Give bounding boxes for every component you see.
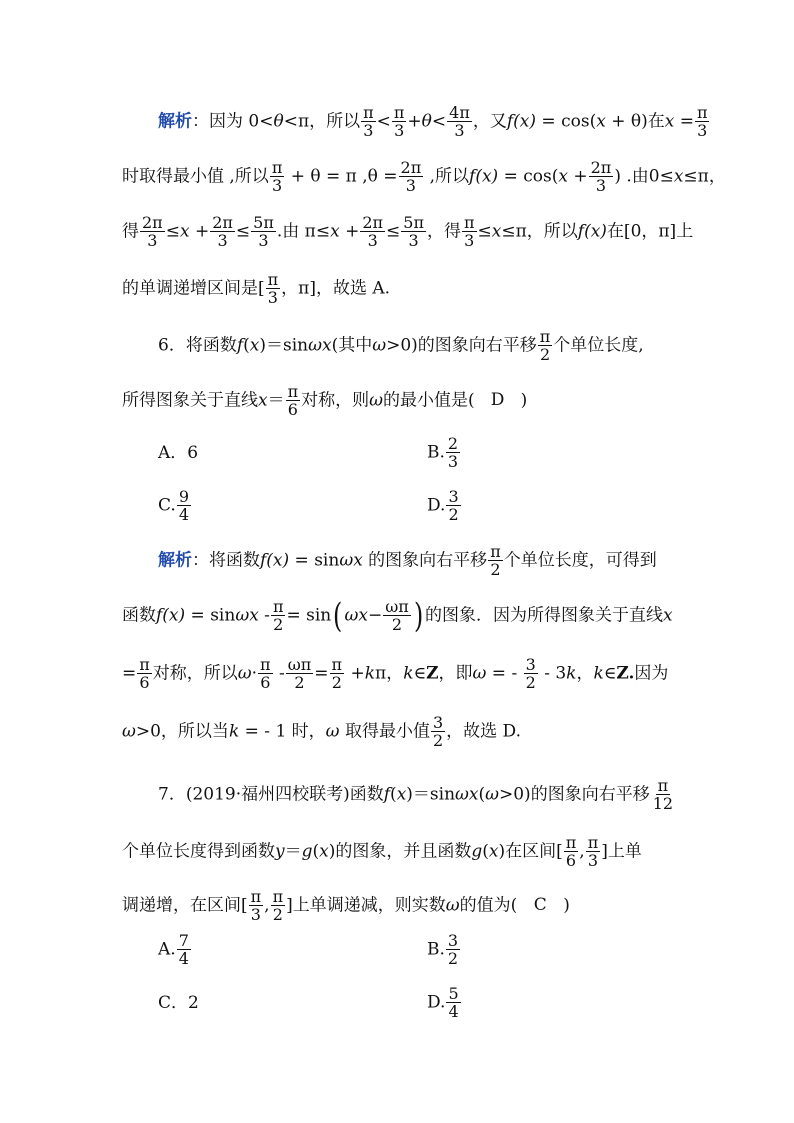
fraction: $\frac{\pi}{2}$ (490, 542, 501, 580)
fraction: $\frac{\pi}{2}$ (272, 887, 284, 925)
fraction: $\frac{\pi}{6}$ (287, 382, 299, 420)
fraction: $\frac{\omega\pi}{2}$ (287, 655, 312, 693)
solution6-line2: 函数f(x) = sinωx - $\frac{\pi}{2}$ = sin( ωx− $\frac{\omega\pi}{2}$ ) 的图象．因为所得图象关于直线x (122, 595, 673, 636)
solution6-line1: 解析：将函数f(x) = sinωx 的图象向右平移 $\frac{\pi}{2}$ 个单位长度，可得到 (158, 542, 657, 580)
q6-option-c: C. $\frac{9}{4}$ (158, 487, 189, 525)
q7-option-b: B. $\frac{3}{2}$ (427, 931, 459, 969)
q7-option-d: D. $\frac{5}{4}$ (427, 984, 459, 1022)
fraction: $\frac{2\pi}{3}$ (400, 158, 422, 196)
fraction: $\frac{3}{2}$ (447, 931, 459, 969)
question7-stem-line2: 个单位长度得到函数y＝g(x)的图象，并且函数g(x)在区间[ $\frac{\pi}{6}$ , $\frac{\pi}{3}$ ]上单 (122, 833, 642, 871)
fraction: $\frac{\omega\pi}{2}$ (385, 597, 409, 635)
fraction: $\frac{\pi}{3}$ (587, 833, 599, 871)
fraction: $\frac{9}{4}$ (178, 487, 189, 525)
fraction: $\frac{\pi}{2}$ (331, 655, 343, 693)
solution6-line3: = $\frac{\pi}{6}$ 对称，所以ω· $\frac{\pi}{6}$ - $\frac{\omega\pi}{2}$ = $\frac{\pi}{2}$ +kπ，k∈Z，即ω = - $\frac{3}{2}$ - 3k，k∈Z.因为 (122, 655, 669, 693)
fraction: $\frac{\pi}{2}$ (539, 327, 551, 365)
question6-stem-line1: 6．将函数f(x)＝sinωx(其中ω>0)的图象向右平移 $\frac{\pi}{2}$ 个单位长度, (158, 327, 644, 365)
fraction: $\frac{2\pi}{3}$ (142, 213, 163, 251)
fraction: $\frac{2\pi}{3}$ (362, 213, 384, 251)
fraction: $\frac{\pi}{3}$ (250, 887, 262, 925)
solution5-line1: 解析：因为 0<θ<π，所以 $\frac{\pi}{3}$ < $\frac{\pi}{3}$ +θ< $\frac{4\pi}{3}$ ，又f(x) = cos(x + θ)在x = $\frac{\pi}{3}$ (158, 103, 708, 141)
fraction: $\frac{\pi}{3}$ (267, 270, 279, 308)
fraction: $\frac{\pi}{6}$ (260, 655, 271, 693)
right-paren: ) (413, 595, 424, 636)
q7-option-c: C．2 (158, 993, 199, 1013)
fraction: $\frac{5\pi}{3}$ (403, 213, 424, 251)
solution5-line4: 的单调递增区间是[ $\frac{\pi}{3}$ ，π]，故选 A. (122, 270, 391, 308)
fraction: $\frac{7}{4}$ (178, 931, 189, 969)
fraction: $\frac{3}{2}$ (432, 713, 444, 751)
fraction: $\frac{\pi}{3}$ (393, 103, 405, 141)
answer-q6: D (490, 390, 505, 411)
fraction: $\frac{\pi}{3}$ (363, 103, 374, 141)
question6-stem-line2: 所得图象关于直线x＝ $\frac{\pi}{6}$ 对称，则ω的最小值是( D ) (122, 382, 528, 420)
q6-option-d: D. $\frac{3}{2}$ (427, 487, 459, 525)
question7-stem-line1: 7．(2019·福州四校联考)函数f(x)＝sinωx(ω>0)的图象向右平移 $\frac{\pi}{12}$ (158, 776, 674, 814)
fraction: $\frac{\pi}{3}$ (271, 158, 283, 196)
q6-option-b: B. $\frac{2}{3}$ (427, 434, 459, 472)
fraction: $\frac{\pi}{2}$ (272, 597, 284, 635)
fraction: $\frac{\pi}{3}$ (464, 213, 475, 251)
fraction: $\frac{2}{3}$ (447, 434, 459, 472)
fraction: $\frac{3}{2}$ (525, 655, 536, 693)
analysis-label: 解析 (158, 550, 192, 571)
fraction: $\frac{4\pi}{3}$ (449, 103, 470, 141)
fraction: $\frac{2\pi}{3}$ (212, 213, 233, 251)
fraction: $\frac{3}{2}$ (448, 487, 459, 525)
fraction: $\frac{5}{4}$ (448, 984, 459, 1022)
q6-option-a: A．6 (158, 443, 199, 463)
solution6-line4: ω>0，所以当k = - 1 时，ω 取得最小值 $\frac{3}{2}$ ，故选 D. (122, 713, 521, 751)
fraction: $\frac{2\pi}{3}$ (590, 158, 612, 196)
solution5-line2: 时取得最小值 ,所以 $\frac{\pi}{3}$ + θ = π ,θ = $\frac{2\pi}{3}$ ,所以f(x) = cos(x + $\frac{2\pi}{3}$ ) .由0≤x≤π， (122, 158, 726, 196)
solution5-line3: 得 $\frac{2\pi}{3}$ ≤x + $\frac{2\pi}{3}$ ≤ $\frac{5\pi}{3}$ .由 π≤x + $\frac{2\pi}{3}$ ≤ $\frac{5\pi}{3}$ ，得 $\frac{\pi}{3}$ ≤x≤π，所以f(x)在[0，π]上 (122, 213, 694, 251)
fraction: $\frac{\pi}{3}$ (696, 103, 708, 141)
fraction: $\frac{5\pi}{3}$ (253, 213, 274, 251)
analysis-label: 解析 (158, 111, 192, 132)
fraction: $\frac{\pi}{6}$ (139, 655, 150, 693)
q7-option-a: A. $\frac{7}{4}$ (158, 931, 189, 969)
question7-stem-line3: 调递增，在区间[ $\frac{\pi}{3}$ , $\frac{\pi}{2}$ ]上单调递减，则实数ω的值为( C ) (122, 887, 570, 925)
fraction: $\frac{\pi}{12}$ (652, 776, 674, 814)
answer-q7: C (533, 895, 547, 916)
left-paren: ( (333, 595, 343, 636)
fraction: $\frac{\pi}{6}$ (565, 833, 577, 871)
